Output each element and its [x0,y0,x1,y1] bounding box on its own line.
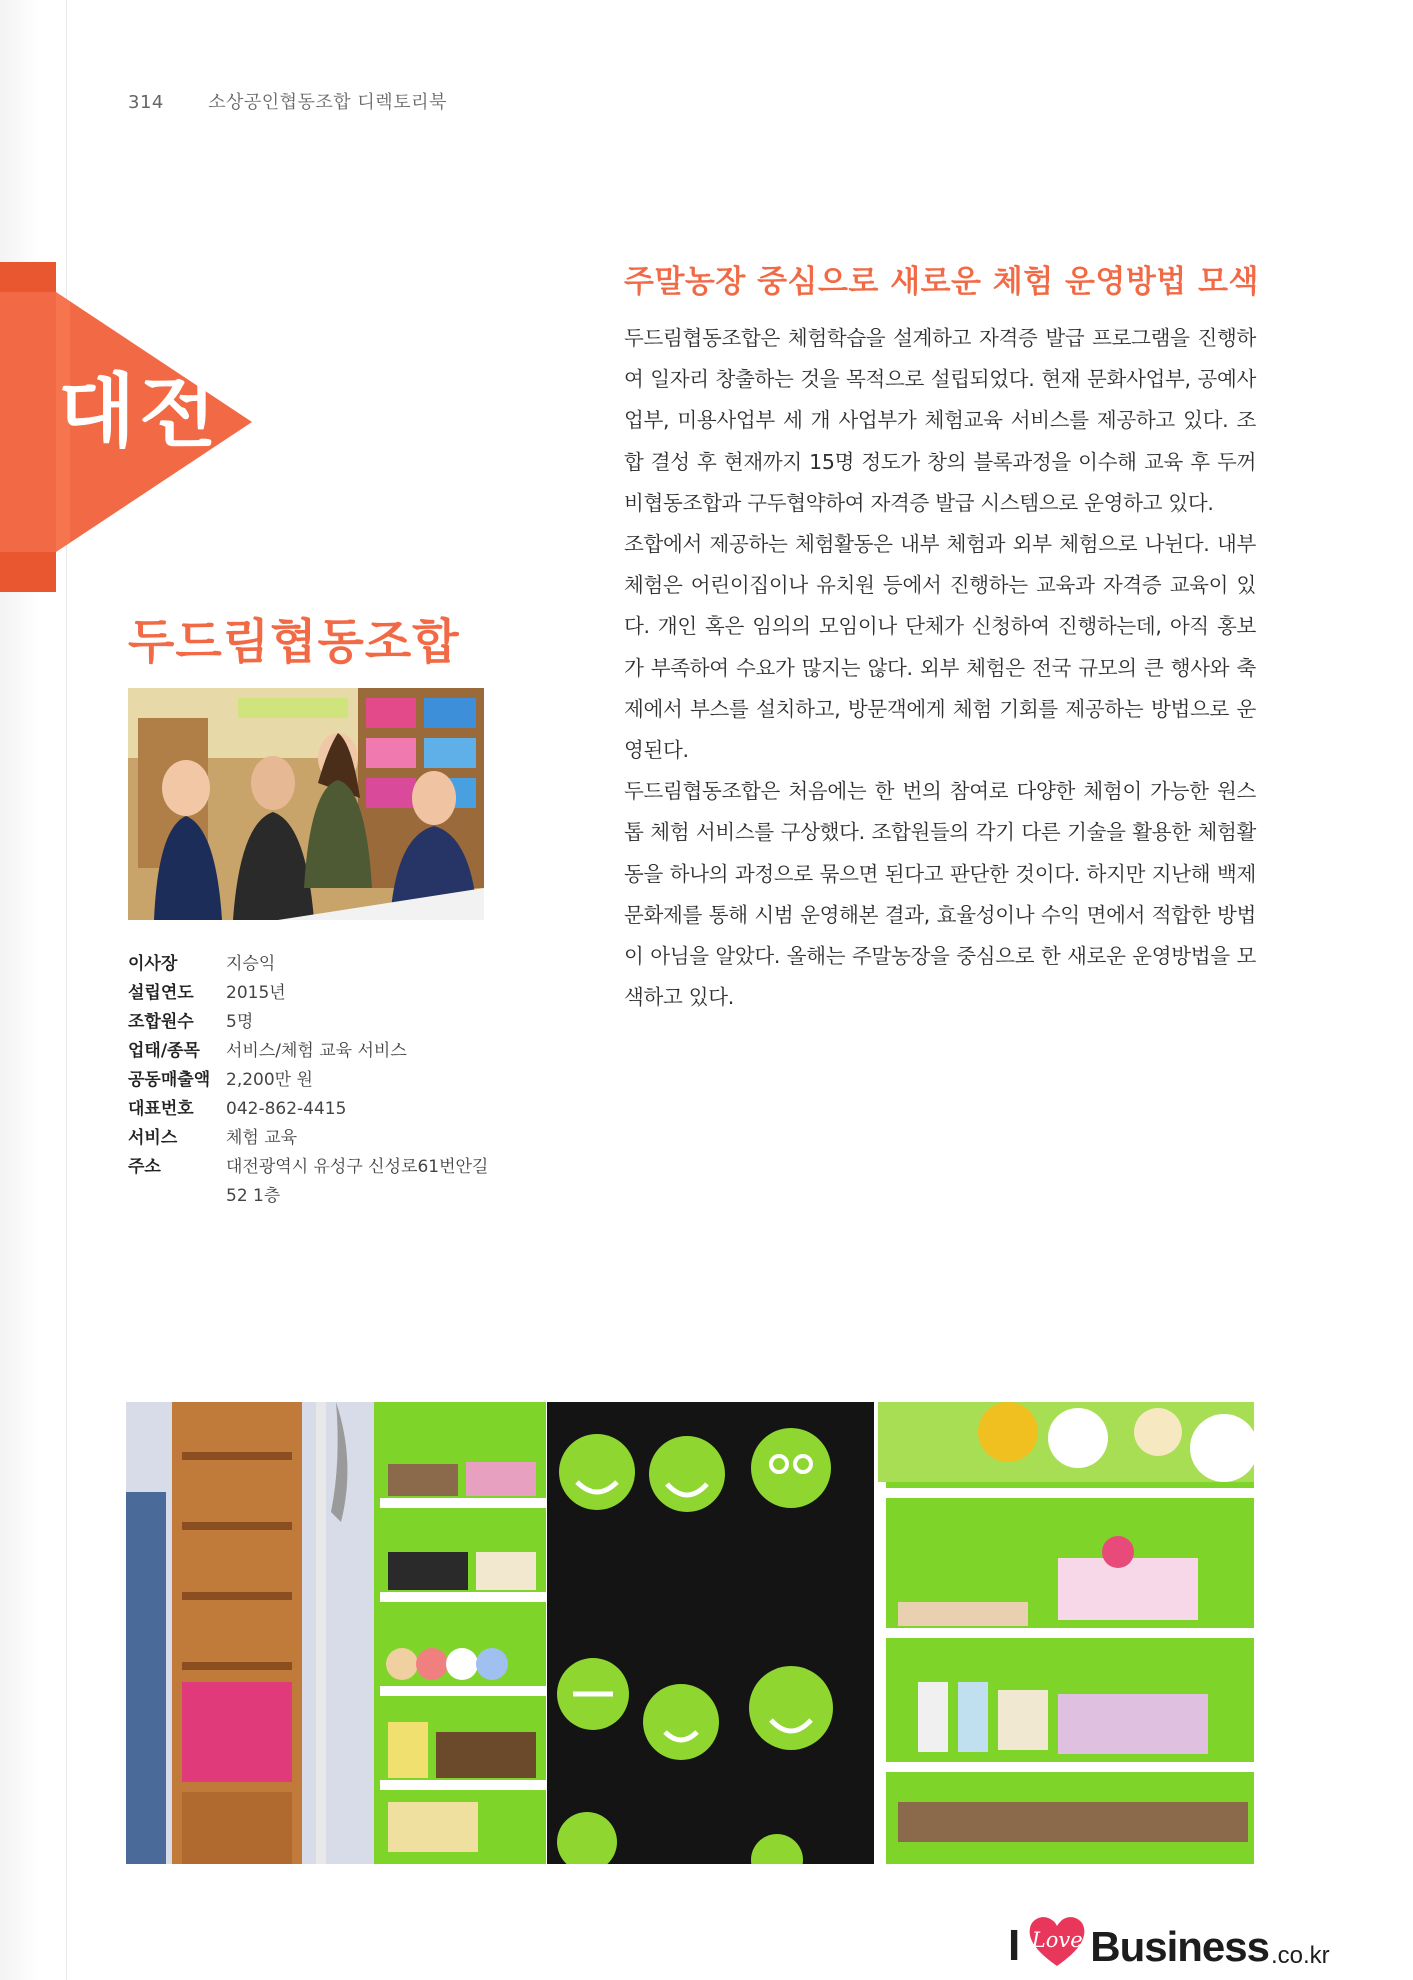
coop-name: 두드림협동조합 [128,614,460,670]
brand-i: I [1008,1921,1021,1970]
info-value: 042-862-4415 [226,1099,347,1119]
info-row-service [128,1124,506,1153]
page-header [128,88,447,114]
brand-business: Business [1090,1923,1269,1970]
info-key: 이사장 [128,954,178,974]
info-value: 서비스/체험 교육 서비스 [226,1041,407,1061]
brand-love: Love [1031,1928,1083,1952]
page-number: 314 [128,92,164,113]
region-label: 대전 [58,365,221,458]
info-value: 5명 [226,1012,254,1032]
article-paragraph: 조합에서 제공하는 체험활동은 내부 체험과 외부 체험으로 나뉜다. 내부 체험은 어린이집이나 유치원 등에서 진행하는 교육과 자격증 교육이 있다. 개인 혹은 임의의 모임이나 단체가 신청하여 진행하는데, 아직 홍보가 부족하여 수요가 많지는 않다. 외부 체험은 전국 규모의 큰 행사와 축제에서 부스를 설치하고, 방문객에게 체험 기회를 제공하는 방법으로 운영된다. [624,532,1256,763]
info-value: 체험 교육 [226,1128,298,1148]
shop-shelves-photo [126,1402,546,1864]
info-key: 조합원수 [128,1012,194,1032]
info-key: 대표번호 [128,1099,194,1119]
info-row-address [128,1153,506,1211]
info-key: 업태/종목 [128,1041,200,1061]
craft-shelves-photo [878,1402,1254,1864]
info-row-business-type [128,1037,506,1066]
book-title: 소상공인협동조합 디렉토리북 [208,92,447,113]
heart-icon [1026,1912,1088,1968]
article-paragraph: 두드림협동조합은 체험학습을 설계하고 자격증 발급 프로그램을 진행하여 일자리 창출하는 것을 목적으로 설립되었다. 현재 문화사업부, 공예사업부, 미용사업부 세 개 사업부가 체험교육 서비스를 제공하고 있다. 조합 결성 후 현재까지 15명 정도가 창의 블록과정을 이수해 교육 후 두꺼비협동조합과 구두협약하여 자격증 발급 시스템으로 운영하고 있다. [624,326,1256,515]
info-key: 주소 [128,1157,161,1177]
info-row-phone [128,1095,506,1124]
info-value: 대전광역시 유성구 신성로61번안길 52 1층 [226,1157,489,1206]
info-value: 2,200만 원 [226,1070,313,1090]
info-key: 공동매출액 [128,1070,211,1090]
team-photo [128,688,484,920]
info-row-chairman [128,950,506,979]
info-key: 서비스 [128,1128,178,1148]
brand-logo [1008,1912,1330,1968]
smiley-wall-photo [547,1402,874,1864]
article-title: 주말농장 중심으로 새로운 체험 운영방법 모색 [624,264,1259,300]
brand-tld: .co.kr [1270,1942,1330,1969]
info-row-members [128,1008,506,1037]
info-row-founded [128,979,506,1008]
info-value: 지승익 [226,954,276,974]
info-key: 설립연도 [128,983,194,1003]
article-body [624,318,1256,1018]
info-value: 2015년 [226,983,286,1003]
info-row-revenue [128,1066,506,1095]
coop-info-table [128,950,506,1211]
article-paragraph: 두드림협동조합은 처음에는 한 번의 참여로 다양한 체험이 가능한 원스톱 체험 서비스를 구상했다. 조합원들의 각기 다른 기술을 활용한 체험활동을 하나의 과정으로 묶으면 된다고 판단한 것이다. 하지만 지난해 백제문화제를 통해 시범 운영해본 결과, 효율성이나 수익 면에서 적합한 방법이 아님을 알았다. 올해는 주말농장을 중심으로 한 새로운 운영방법을 모색하고 있다. [624,779,1256,1010]
